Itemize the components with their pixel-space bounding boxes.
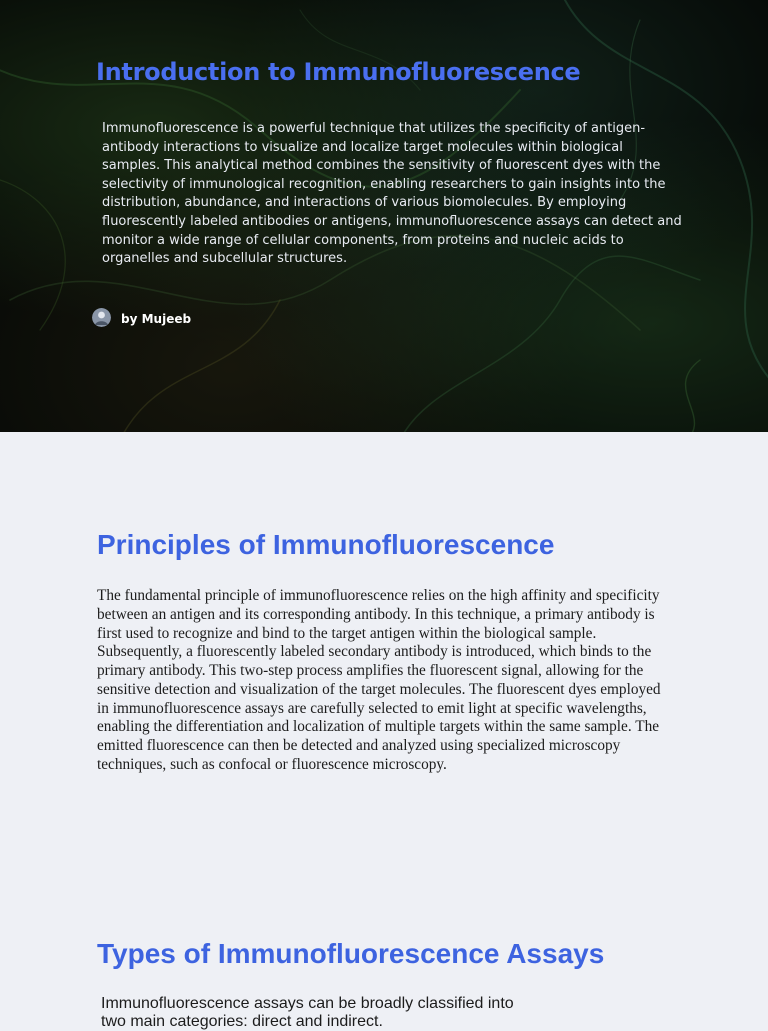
- author-name: by Mujeeb: [121, 312, 192, 326]
- principles-heading: Principles of Immunofluorescence: [97, 529, 555, 560]
- principles-paragraph: The fundamental principle of immunofluorescence relies on the high affinity and specificity between an antigen and its corresponding antibody. In this technique, a primary antibody is first used to recognize and bind to the target antigen within the biological sample. Subsequently, a fluorescently labeled secondary antibody is introduced, which binds to the primary antibody. This two-step process amplifies the fluorescent signal, allowing for the sensitive detection and visualization of the target molecules. The fluorescent dyes employed in immunofluorescence assays are carefully selected to emit light at specific wavelengths, enabling the differentiation and localization of multiple targets within the same sample. The emitted fluorescence can then be detected and analyzed using specialized microscopy techniques, such as confocal or fluorescence microscopy.: [97, 587, 661, 773]
- types-paragraph: Immunofluorescence assays can be broadly classified into two main categories: direct and indirect.: [101, 995, 514, 1030]
- types-heading: Types of Immunofluorescence Assays: [97, 938, 605, 969]
- author-byline: [92, 305, 191, 329]
- avatar: [92, 308, 111, 327]
- hero-section: [0, 0, 768, 432]
- page-title: Introduction to Immunofluorescence: [96, 58, 581, 86]
- intro-paragraph: Immunofluorescence is a powerful technique that utilizes the specificity of antigen-antibody interactions to visualize and localize target molecules within biological samples. This analytical method combines the sensitivity of fluorescent dyes with the selectivity of immunological recognition, enabling researchers to gain insights into the distribution, abundance, and interactions of various biomolecules. By employing fluorescently labeled antibodies or antigens, immunofluorescence assays can detect and monitor a wide range of cellular components, from proteins and nucleic acids to organelles and subcellular structures.: [102, 121, 682, 267]
